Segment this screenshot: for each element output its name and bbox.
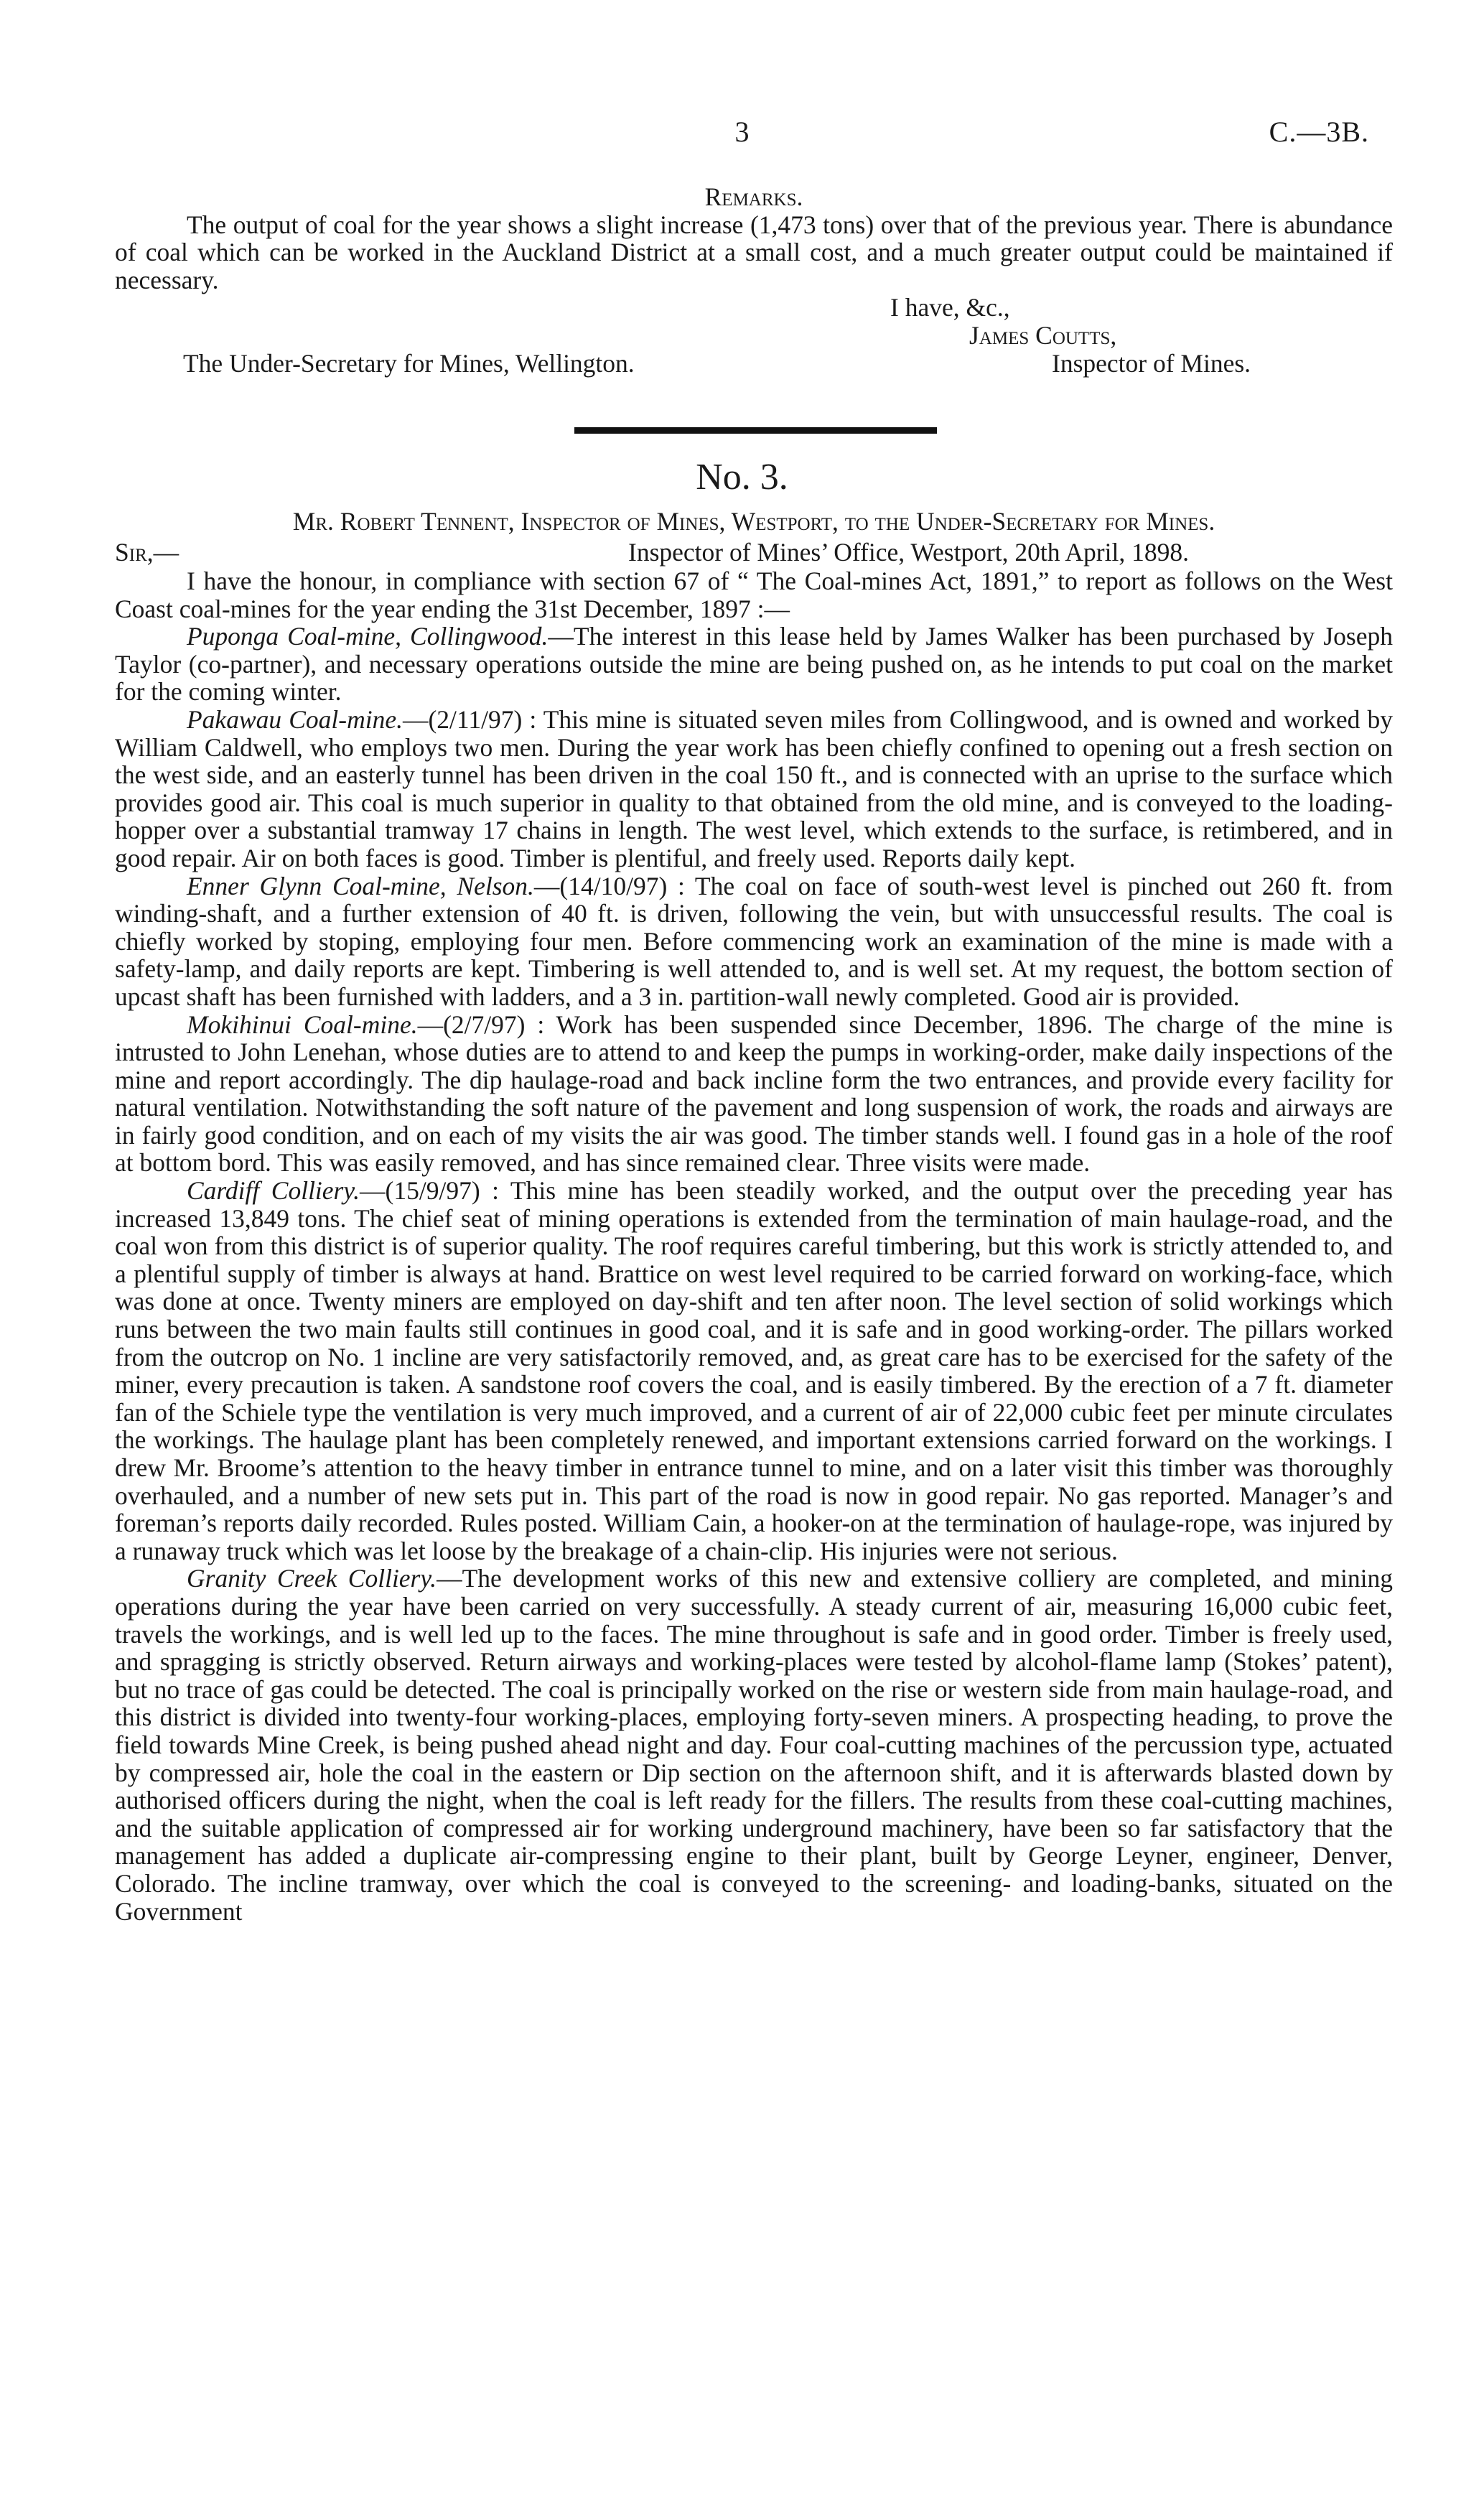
document-reference: C.—3B.: [1269, 116, 1369, 148]
mine-name: Mokihinui Coal-mine.: [187, 1010, 418, 1039]
section-divider: [574, 427, 937, 434]
mine-name: Enner Glynn Coal-mine, Nelson.: [187, 871, 534, 900]
closing-line: I have, &c.,: [890, 293, 1010, 322]
mine-text: —(14/10/97) : The coal on face of south-west level is pinched out 260 ft. from winding-shaft, and a further extension of 40 ft. is driven, following the vein, but with unsuccessful results. The coal is chiefly worked by stoping, employing four men. Before commencing work an examination of the mine is made with a safety-lamp, and daily reports are kept. Timbering is well attended to, and is well set. At my request, the bottom section of upcast shaft has been furnished with ladders, and a 3 in. partition-wall newly completed. Good air is provided.: [115, 871, 1393, 1011]
signatory-row: [115, 322, 1393, 350]
mine-name: Puponga Coal-mine, Collingwood.: [187, 622, 549, 651]
section-number: No. 3.: [696, 457, 788, 498]
report-body: [115, 567, 1393, 1925]
mine-text: —(15/9/97) : This mine has been steadily worked, and the output over the preceding year has increased 13,849 tons. The chief seat of mining operations is extended from the termination of main haulage-road, and the coal won from this district is of superior quality. The roof requires careful timbering, but this work is strictly attended to, and a plentiful supply of timber is always at hand. Brattice on west level required to be carried forward on working-face, which was done at once. Twenty miners are employed on day-shift and ten after noon. The level section of solid workings which runs between the two main faults still continues in good coal, and it is safe and in good working-order. The pillars worked from the outcrop on No. 1 incline are very satisfactorily removed, and, as great care has to be exercised for the safety of the miner, every precaution is taken. A sandstone roof covers the coal, and is easily timbered. By the erection of a 7 ft. diameter fan of the Schiele type the ventilation is very much improved, and a current of air of 22,000 cubic feet per minute circulates the workings. The haulage plant has been completely renewed, and important extensions carried forward on the workings. I drew Mr. Broome’s attention to the heavy timber in entrance tunnel to mine, and on a later visit this timber was thoroughly overhauled, and a number of new sets put in. This part of the road is now in good repair. No gas reported. Manager’s and foreman’s reports daily recorded. Rules posted. William Cain, a hooker-on at the termination of haulage-rope, was injured by a runaway truck which was let loose by the breakage of a chain-clip. His injuries were not serious.: [115, 1176, 1393, 1565]
mine-entry: [115, 623, 1393, 706]
mine-entry: [115, 1011, 1393, 1178]
mine-name: Cardiff Colliery.: [187, 1176, 360, 1206]
office-date: Inspector of Mines’ Office, Westport, 20th April, 1898.: [628, 538, 1189, 567]
signatory-title: Inspector of Mines.: [1052, 348, 1251, 378]
report-intro: I have the honour, in compliance with section 67 of “ The Coal-mines Act, 1891,” to report as follows on the West Coast coal-mines for the year ending the 31st December, 1897 :—: [115, 567, 1393, 623]
mine-text: —The interest in this lease held by James Walker has been purchased by Joseph Taylor (co-partner), and necessary operations outside the mine are being pushed on, as he intends to put coal on the market for the coming winter.: [115, 622, 1394, 707]
remarks-section: [115, 183, 1393, 377]
page-header: [115, 115, 1369, 165]
mine-text: —The development works of this new and extensive colliery are completed, and mining operations during the year have been carried on very successfully. A steady current of air, measuring 16,000 cubic feet, travels the workings, and is well led up to the faces. The mine throughout is safe and in good order. Timber is freely used, and spragging is strictly observed. Return airways and working-places were tested by alcohol-flame lamp (Stokes’ patent), but no trace of gas could be detected. The coal is principally worked on the rise or western side from main haulage-road, and this district is divided into twenty-four working-places, employing forty-seven miners. A prospecting heading, to prove the field towards Mine Creek, is being pushed ahead night and day. Four coal-cutting machines of the percussion type, actuated by compressed air, hole the coal in the eastern or Dip section on the afternoon shift, and it is afterwards blasted down by authorised officers during the night, when the coal is left ready for the fillers. The results from these coal-cutting machines, and the suitable application of compressed air for working underground machinery, have been so far satisfactory that the management has added a duplicate air-compressing engine to their plant, built by George Leyner, engineer, Denver, Colorado. The incline tramway, over which the coal is conveyed to the screening- and loading-banks, situated on the Government: [115, 1564, 1393, 1926]
remarks-text: The output of coal for the year shows a slight increase (1,473 tons) over that of the previous year. There is abundance of coal which can be worked in the Auckland District at a small cost, and a much greater output could be maintained if necessary.: [115, 210, 1393, 294]
mine-text: —(2/7/97) : Work has been suspended since December, 1896. The charge of the mine is intrusted to John Lenehan, whose duties are to attend to and keep the pumps in working-order, make daily inspections of the mine and report accordingly. The dip haulage-road and back incline form the two entrances, and provide every facility for natural ventilation. Notwithstanding the soft nature of the pavement and long suspension of work, the roads and airways are in fairly good condition, and on each of my visits the air was good. The timber stands well. I found gas in a hole of the roof at bottom bord. This was easily removed, and has since remained clear. Three visits were made.: [115, 1010, 1393, 1178]
remarks-heading: Remarks.: [704, 182, 803, 211]
page-number: 3: [734, 116, 750, 148]
signatory-name: James Coutts,: [969, 320, 1117, 350]
mine-name: Granity Creek Colliery.: [187, 1564, 437, 1593]
section-heading: Mr. Robert Tennent, Inspector of Mines, Westport, to the Under-Secretary for Mines.: [292, 507, 1215, 536]
mine-entry: [115, 1565, 1393, 1925]
mine-name: Pakawau Coal-mine.: [187, 704, 403, 734]
closing-row: [115, 294, 1393, 322]
salutation: Sir,—: [115, 538, 179, 567]
mine-entry: [115, 872, 1393, 1011]
mine-entry: [115, 706, 1393, 872]
mine-text: —(2/11/97) : This mine is situated seven miles from Collingwood, and is owned and worked by William Caldwell, who employs two men. During the year work has been chiefly confined to opening out a fresh section on the west side, and an easterly tunnel has been driven in the coal 150 ft., and is connected with an uprise to the surface which provides good air. This coal is much superior in quality to that obtained from the old mine, and is conveyed to the loading-hopper over a substantial tramway 17 chains in length. The west level, which extends to the surface, is retimbered, and in good repair. Air on both faces is good. Timber is plentiful, and freely used. Reports daily kept.: [115, 704, 1393, 872]
address-row: [115, 350, 1393, 378]
mine-entry: [115, 1177, 1393, 1565]
addressee: The Under-Secretary for Mines, Wellington.: [183, 348, 635, 378]
